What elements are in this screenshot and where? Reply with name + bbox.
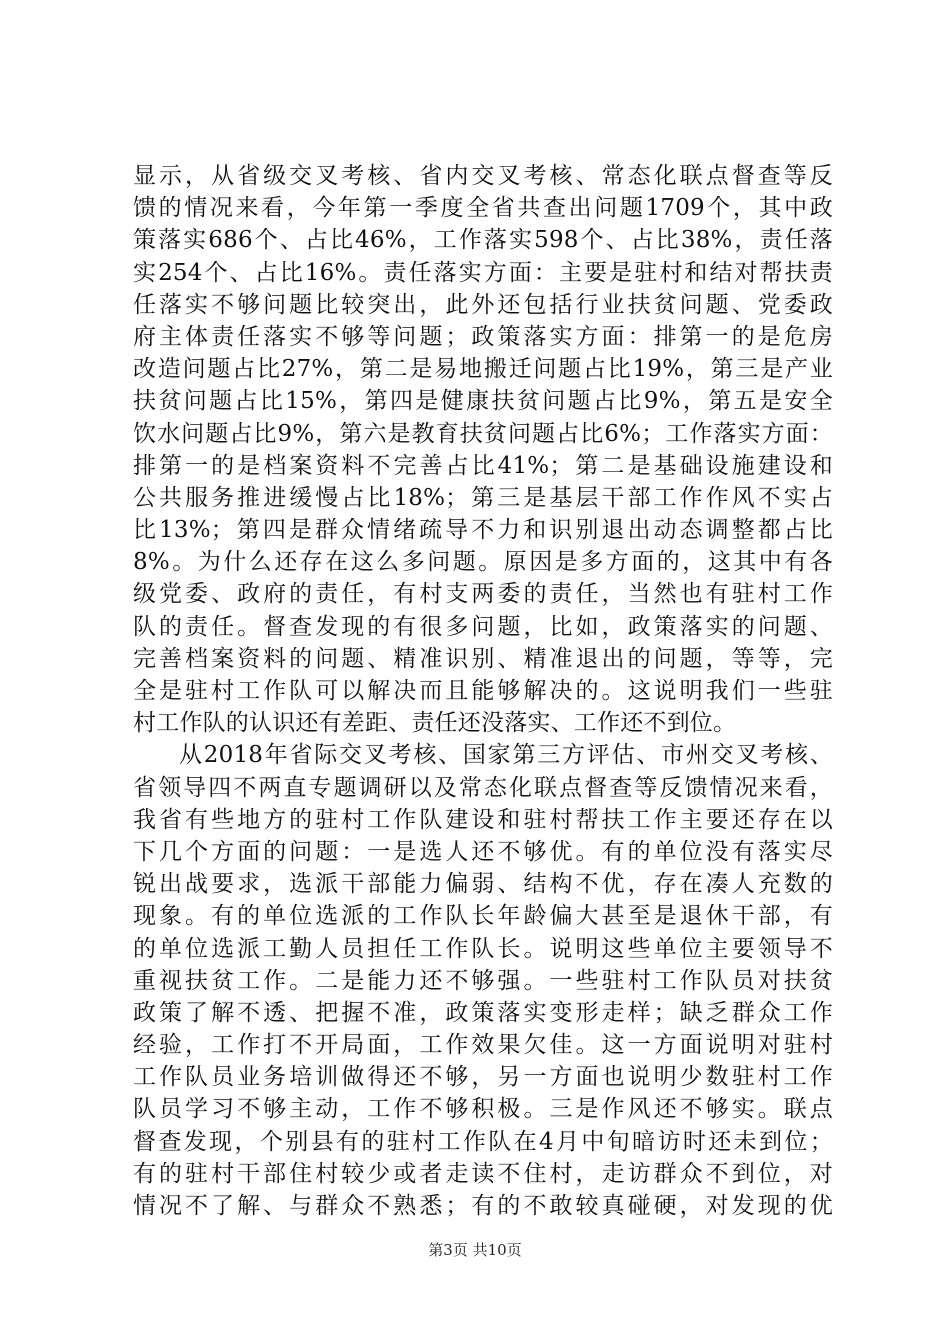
text-line: 队的责任。督查发现的有很多问题，比如，政策落实的问题、 <box>133 613 833 640</box>
text-line: 扶贫问题占比15%，第四是健康扶贫问题占比9%，第五是安全 <box>133 388 833 415</box>
text-line: 府主体责任落实不够等问题；政策落实方面：排第一的是危房 <box>133 323 833 350</box>
text-line: 下几个方面的问题：一是选人还不够优。有的单位没有落实尽 <box>133 838 833 865</box>
text-line: 工作队员业务培训做得还不够，另一方面也说明少数驻村工作 <box>133 1064 833 1091</box>
text-line: 实254个、占比16%。责任落实方面：主要是驻村和结对帮扶责 <box>133 259 833 286</box>
text-line: 级党委、政府的责任，有村支两委的责任，当然也有驻村工作 <box>133 581 833 608</box>
text-line: 显示，从省级交叉考核、省内交叉考核、常态化联点督查等反 <box>133 163 833 189</box>
text-line: 全是驻村工作队可以解决而且能够解决的。这说明我们一些驻 <box>133 678 833 704</box>
text-line: 饮水问题占比9%，第六是教育扶贫问题占比6%；工作落实方面： <box>133 420 833 447</box>
text-line: 馈的情况来看，今年第一季度全省共查出问题1709个，其中政 <box>133 195 833 222</box>
text-line: 改造问题占比27%，第二是易地搬迁问题占比19%，第三是产业 <box>133 356 833 383</box>
text-line: 情况不了解、与群众不熟悉；有的不敢较真碰硬，对发现的优 <box>133 1193 833 1219</box>
page-number-footer: 第3页 共10页 <box>428 1241 522 1259</box>
text-line: 重视扶贫工作。二是能力还不够强。一些驻村工作队员对扶贫 <box>133 967 833 994</box>
text-line: 排第一的是档案资料不完善占比41%；第二是基础设施建设和 <box>133 452 833 479</box>
text-line: 公共服务推进缓慢占比18%；第三是基层干部工作作风不实占 <box>133 484 833 511</box>
text-line: 8%。为什么还存在这么多问题。原因是多方面的，这其中有各 <box>133 549 833 576</box>
text-line: 现象。有的单位选派的工作队长年龄偏大甚至是退休干部，有 <box>133 903 833 930</box>
text-line: 锐出战要求，选派干部能力偏弱、结构不优，存在凑人充数的 <box>133 871 833 898</box>
text-line: 比13%；第四是群众情绪疏导不力和识别退出动态调整都占比 <box>133 517 833 544</box>
paragraph-first-line: 从2018年省际交叉考核、国家第三方评估、市州交叉考核、 <box>179 742 833 769</box>
text-line: 队员学习不够主动，工作不够积极。三是作风还不够实。联点 <box>133 1096 833 1123</box>
text-line: 我省有些地方的驻村工作队建设和驻村帮扶工作主要还存在以 <box>133 806 833 833</box>
text-line: 省领导四不两直专题调研以及常态化联点督查等反馈情况来看， <box>133 774 833 801</box>
text-line: 有的驻村干部住村较少或者走读不住村，走访群众不到位，对 <box>133 1160 833 1187</box>
text-line: 政策了解不透、把握不准，政策落实变形走样；缺乏群众工作 <box>133 999 833 1026</box>
text-line: 村工作队的认识还有差距、责任还没落实、工作还不到位。 <box>133 710 737 737</box>
body-text <box>133 160 833 1222</box>
text-line: 的单位选派工勤人员担任工作队长。说明这些单位主要领导不 <box>133 935 833 962</box>
text-line: 任落实不够问题比较突出，此外还包括行业扶贫问题、党委政 <box>133 291 833 318</box>
text-line: 督查发现，个别县有的驻村工作队在4月中旬暗访时还未到位； <box>133 1128 833 1155</box>
text-line: 策落实686个、占比46%，工作落实598个、占比38%，责任落 <box>133 227 833 254</box>
text-line: 完善档案资料的问题、精准识别、精准退出的问题，等等，完 <box>133 645 833 672</box>
text-line: 经验，工作打不开局面，工作效果欠佳。这一方面说明对驻村 <box>133 1032 833 1059</box>
